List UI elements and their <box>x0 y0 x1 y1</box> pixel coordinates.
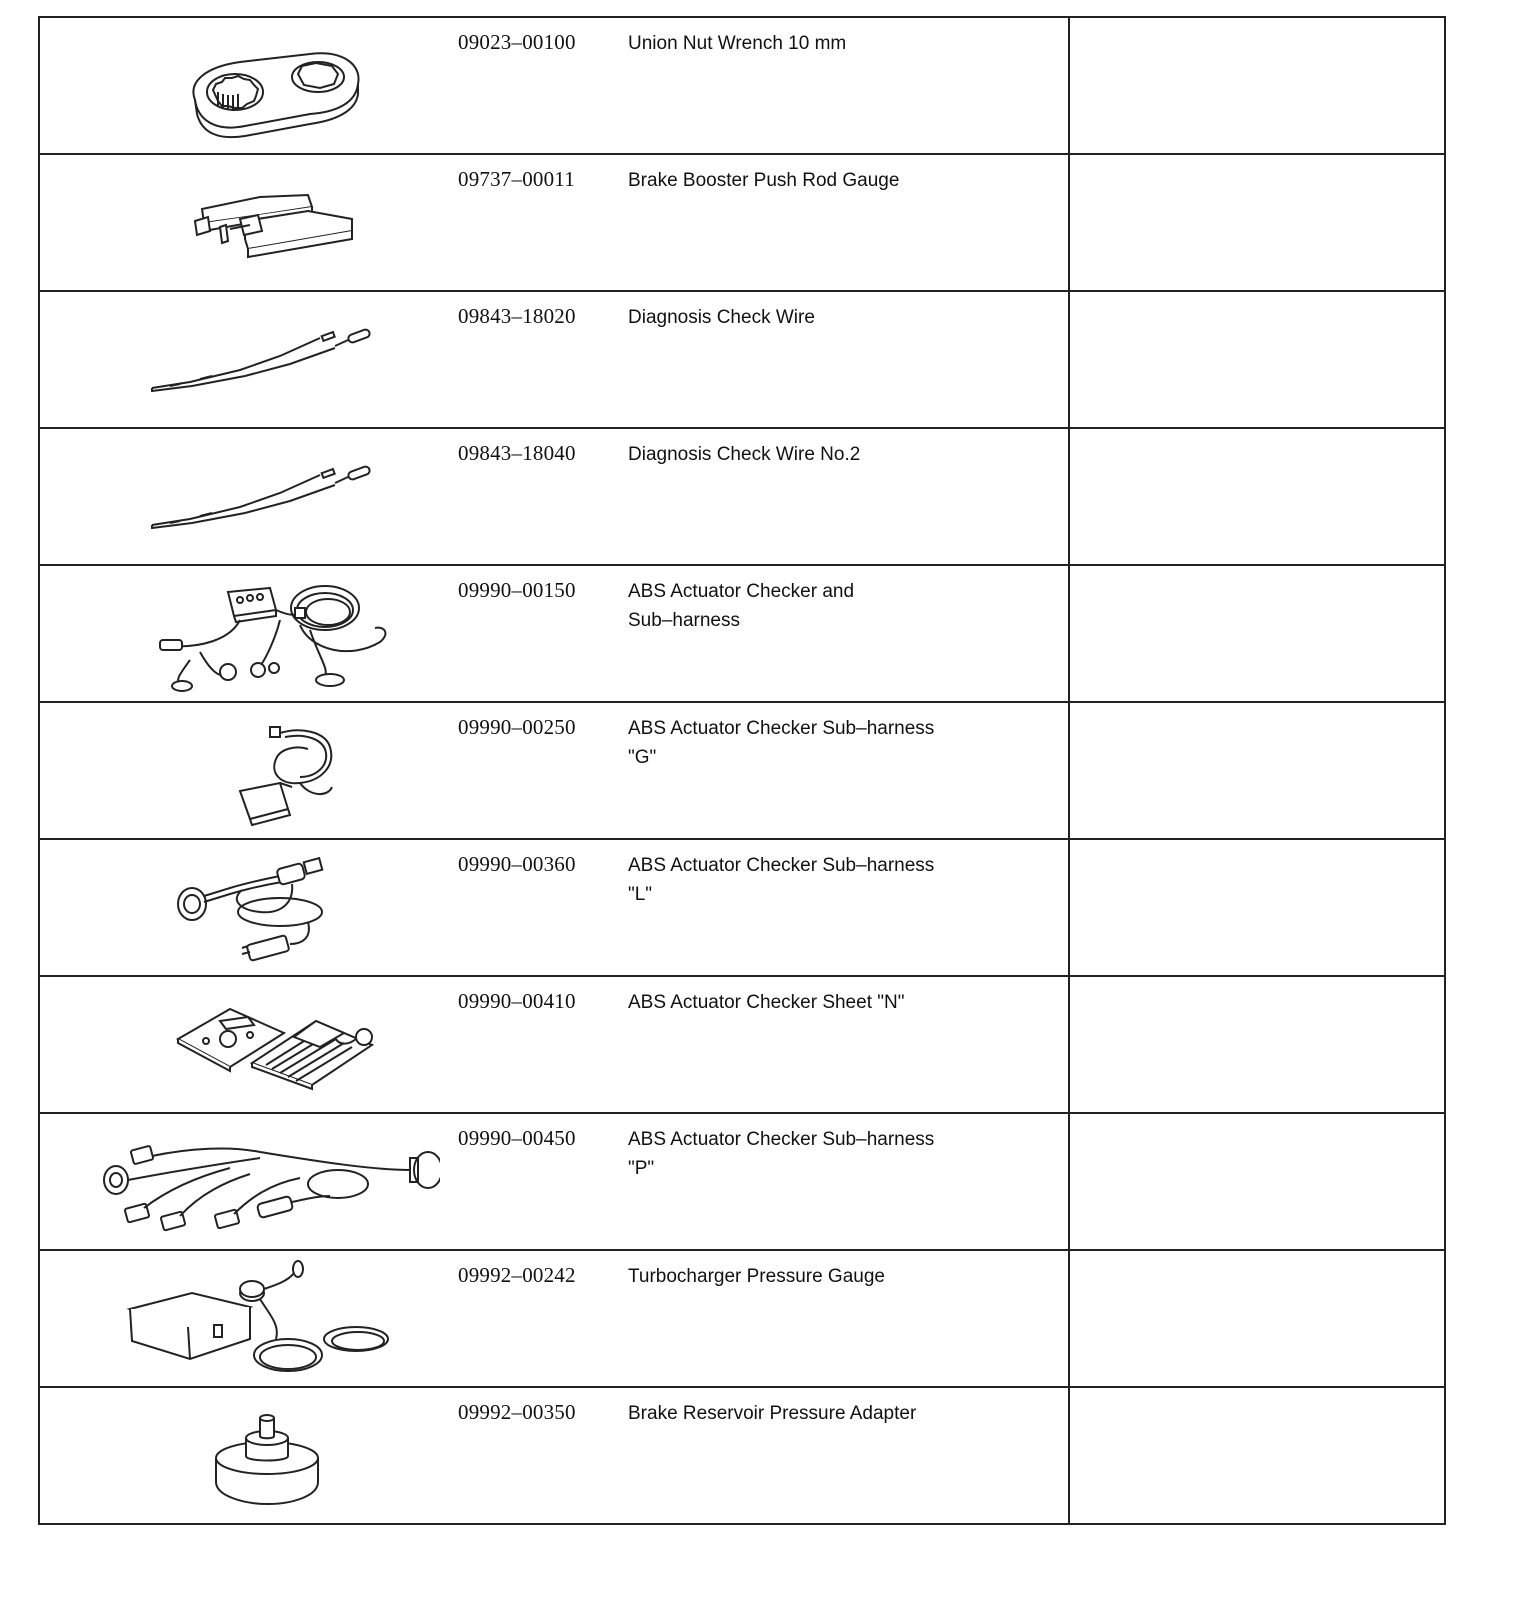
wrench-icon <box>80 22 440 150</box>
tool-cell <box>39 1387 1069 1524</box>
tool-name: ABS Actuator Checker Sub–harness "L" <box>628 855 935 905</box>
gauge-icon <box>80 159 440 287</box>
pressure-gauge-icon <box>80 1255 440 1383</box>
remark-cell <box>1069 1250 1445 1387</box>
part-number: 09843–18020 <box>458 304 576 328</box>
tool-cell <box>39 702 1069 839</box>
tool-name: ABS Actuator Checker Sub–harness "G" <box>628 718 935 768</box>
part-number: 09990–00360 <box>458 852 576 876</box>
part-number: 09990–00150 <box>458 578 576 602</box>
table-row <box>39 565 1445 702</box>
remark-cell <box>1069 428 1445 565</box>
remark-cell <box>1069 17 1445 154</box>
tool-name: ABS Actuator Checker Sheet "N" <box>628 992 905 1013</box>
part-number: 09990–00250 <box>458 715 576 739</box>
tool-name: ABS Actuator Checker Sub–harness "P" <box>628 1129 935 1179</box>
sub-harness-l-icon <box>80 844 440 972</box>
tool-cell <box>39 154 1069 291</box>
table-row <box>39 17 1445 154</box>
tool-cell <box>39 839 1069 976</box>
table-row <box>39 291 1445 428</box>
table-row <box>39 839 1445 976</box>
part-number: 09992–00350 <box>458 1400 576 1424</box>
table-row <box>39 976 1445 1113</box>
tool-cell <box>39 1250 1069 1387</box>
tool-cell <box>39 428 1069 565</box>
table-row <box>39 1387 1445 1524</box>
remark-cell <box>1069 702 1445 839</box>
table-row <box>39 1250 1445 1387</box>
remark-cell <box>1069 976 1445 1113</box>
part-number: 09023–00100 <box>458 30 576 54</box>
tool-name: Diagnosis Check Wire <box>628 307 815 328</box>
tool-name: ABS Actuator Checker and Sub–harness <box>628 581 855 631</box>
table-row <box>39 154 1445 291</box>
remark-cell <box>1069 1113 1445 1250</box>
sub-harness-p-icon <box>80 1118 440 1246</box>
tool-name: Union Nut Wrench 10 mm <box>628 33 847 54</box>
part-number: 09990–00410 <box>458 989 576 1013</box>
table-row <box>39 428 1445 565</box>
tool-cell <box>39 565 1069 702</box>
remark-cell <box>1069 154 1445 291</box>
tool-cell <box>39 17 1069 154</box>
pressure-adapter-icon <box>80 1392 440 1520</box>
tool-name: Brake Reservoir Pressure Adapter <box>628 1403 917 1424</box>
part-number: 09737–00011 <box>458 167 575 191</box>
sub-harness-g-icon <box>80 707 440 835</box>
remark-cell <box>1069 565 1445 702</box>
checker-harness-icon <box>80 570 440 698</box>
part-number: 09992–00242 <box>458 1263 576 1287</box>
tool-name: Brake Booster Push Rod Gauge <box>628 170 900 191</box>
part-number: 09990–00450 <box>458 1126 576 1150</box>
table-row <box>39 1113 1445 1250</box>
remark-cell <box>1069 291 1445 428</box>
special-tools-table <box>38 16 1446 1525</box>
check-wire-icon <box>80 433 440 561</box>
checker-sheet-icon <box>80 981 440 1109</box>
tool-cell <box>39 1113 1069 1250</box>
table-row <box>39 702 1445 839</box>
remark-cell <box>1069 839 1445 976</box>
part-number: 09843–18040 <box>458 441 576 465</box>
check-wire-icon <box>80 296 440 424</box>
tool-cell <box>39 976 1069 1113</box>
remark-cell <box>1069 1387 1445 1524</box>
tool-name: Diagnosis Check Wire No.2 <box>628 444 861 465</box>
tool-name: Turbocharger Pressure Gauge <box>628 1266 885 1287</box>
tool-cell <box>39 291 1069 428</box>
